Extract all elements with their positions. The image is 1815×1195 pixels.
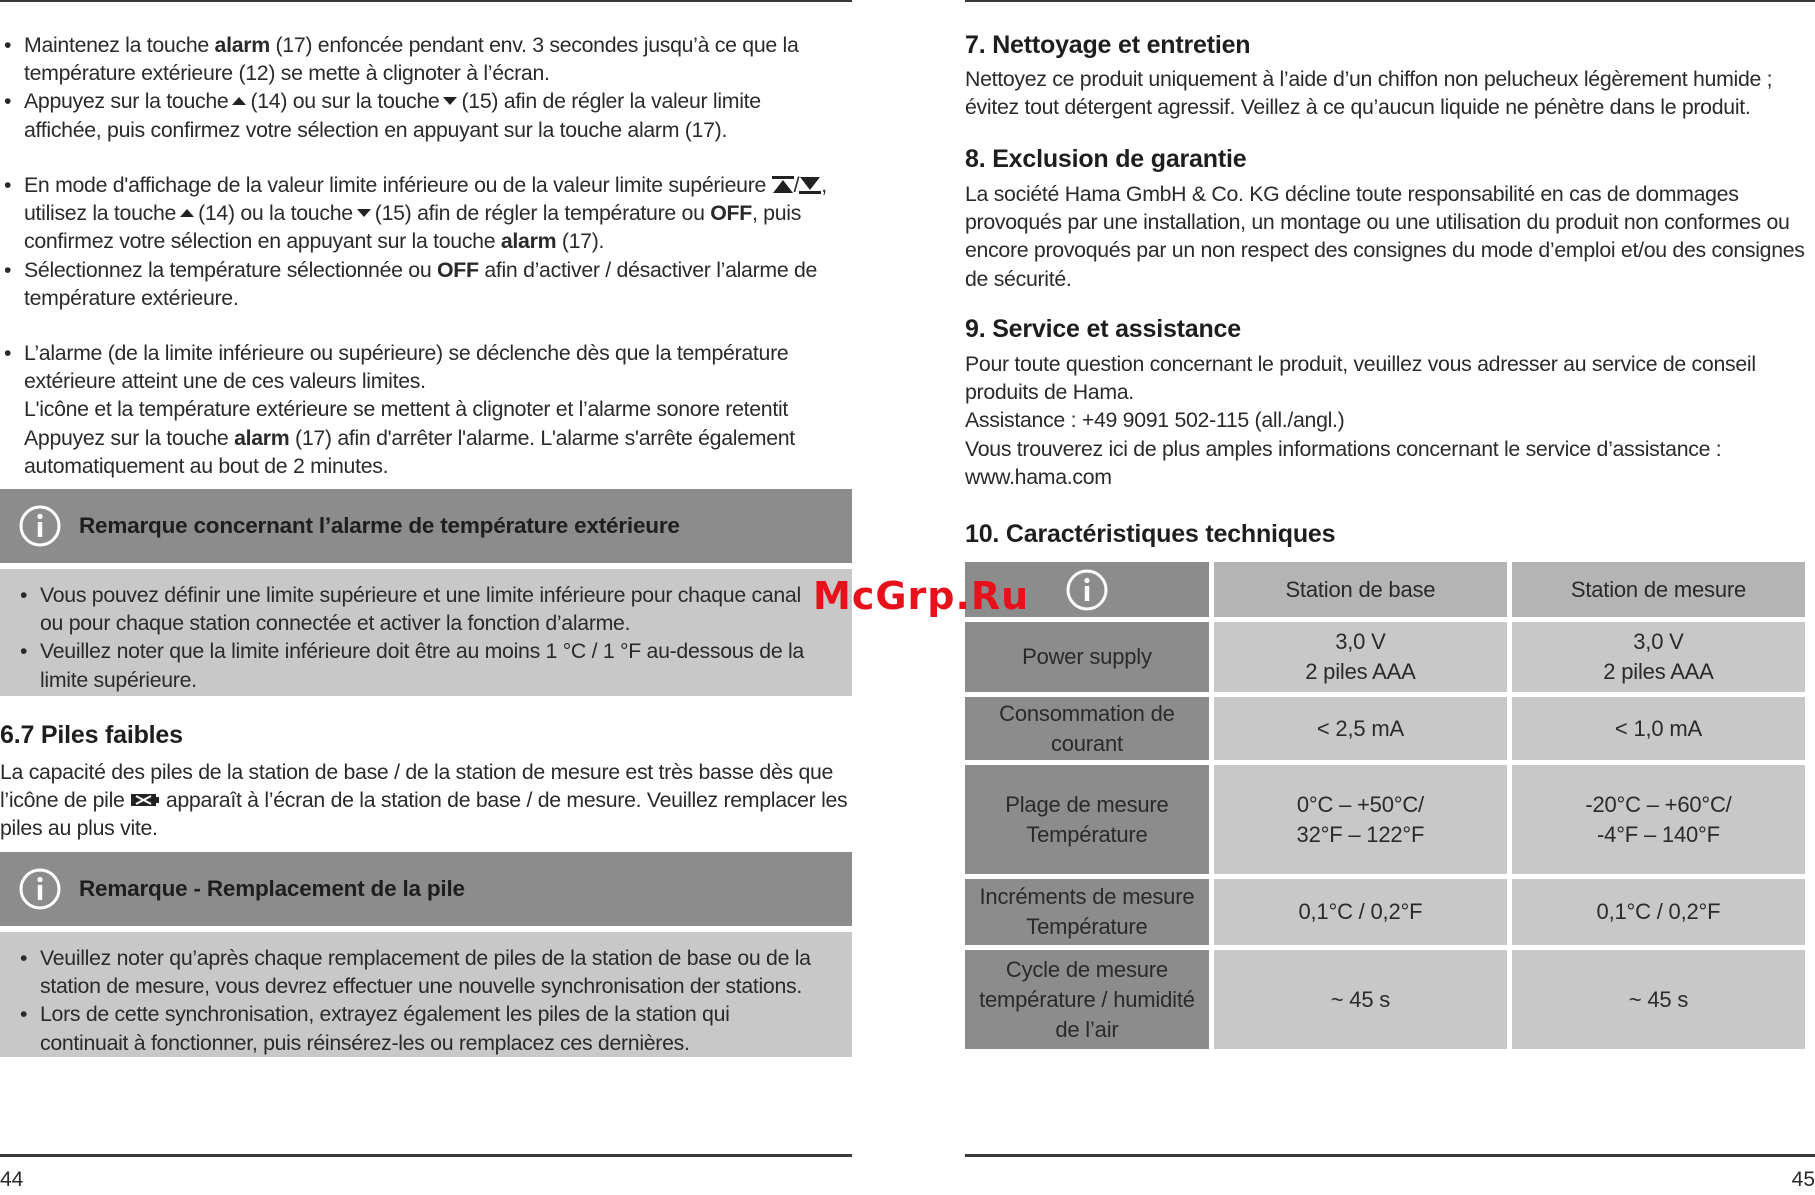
info-icon xyxy=(18,867,62,911)
arrow-up-icon xyxy=(232,97,246,105)
watermark-text: McGrp.Ru xyxy=(813,574,1030,618)
list-item: • Vous pouvez définir une limite supérieure et une limite inférieure pour chaque canal ou pour chaque station connectée et activer la fonction d’alarme. xyxy=(16,581,822,637)
row-label: Incréments de mesure Température xyxy=(965,879,1209,945)
table-cell: < 1,0 mA xyxy=(1512,697,1805,760)
list-item: • Maintenez la touche alarm (17) enfoncée pendant env. 3 secondes jusqu’à ce que la température extérieure (12) se mette à clignoter à l’écran. xyxy=(0,31,840,87)
section-heading: 9. Service et assistance xyxy=(965,315,1241,343)
alarm-trigger-list xyxy=(0,339,840,480)
table-cell: 3,0 V 2 piles AAA xyxy=(1512,622,1805,692)
right-page xyxy=(965,0,1815,1195)
row-label: Plage de mesure Température xyxy=(965,765,1209,874)
section-text: Nettoyez ce produit uniquement à l’aide d’un chiffon non pelucheux légèrement humide ; évitez tout détergent agressif. Veillez à ce qu’aucun liquide ne pénètre dans le produit. xyxy=(965,67,1773,120)
bottom-rule xyxy=(965,1154,1815,1157)
note-body-battery xyxy=(0,932,852,1057)
note-list xyxy=(16,944,822,1057)
page-number: 44 xyxy=(0,1168,24,1191)
table-cell: < 2,5 mA xyxy=(1214,697,1507,760)
section-text: Pour toute question concernant le produit, veuillez vous adresser au service de conseil produits de Hama. Assistance : +49 9091 502-115 (all./angl.) Vous trouverez ici de plus amples informations concernant le service d’assistance : www.hama.com xyxy=(965,350,1765,491)
column-header: Station de mesure xyxy=(1512,562,1805,617)
table-cell: ~ 45 s xyxy=(1214,950,1507,1049)
table-cell: 0,1°C / 0,2°F xyxy=(1512,879,1805,945)
list-item: • L’alarme (de la limite inférieure ou supérieure) se déclenche dès que la température extérieure atteint une de ces valeurs limites. L'icône et la température extérieure se mettent à clignoter et l’alarme sonore retentit Appuyez sur la touche alarm (17) afin d'arrêter l'alarme. L'alarme s'arrête également automatiquement au bout de 2 minutes. xyxy=(0,339,840,480)
list-item: • Appuyez sur la touche (14) ou sur la touche (15) afin de régler la valeur limite affichée, puis confirmez votre sélection en appuyant sur la touche alarm (17). xyxy=(0,87,840,143)
arrow-down-icon xyxy=(357,209,371,217)
page-number: 45 xyxy=(1791,1168,1815,1191)
list-item: • En mode d'affichage de la valeur limite inférieure ou de la valeur limite supérieure / , utilisez la touche (14) ou la touche (15) afin de régler la température ou OFF, puis confirmez votre sélection en appuyant sur la touche alarm (17). xyxy=(0,171,840,256)
table-cell: 0,1°C / 0,2°F xyxy=(1214,879,1507,945)
alarm-steps-list-2 xyxy=(0,171,840,312)
table-cell: 0°C – +50°C/ 32°F – 122°F xyxy=(1214,765,1507,874)
arrow-down-icon xyxy=(443,97,457,105)
low-battery-icon xyxy=(130,792,160,808)
limit-lower-icon xyxy=(799,176,821,194)
top-rule xyxy=(0,0,852,2)
info-icon xyxy=(1065,568,1109,612)
table-cell: -20°C – +60°C/ -4°F – 140°F xyxy=(1512,765,1805,874)
row-label: Consommation de courant xyxy=(965,697,1209,760)
table-cell: 3,0 V 2 piles AAA xyxy=(1214,622,1507,692)
column-header: Station de base xyxy=(1214,562,1507,617)
list-item: • Veuillez noter qu’après chaque remplacement de piles de la station de base ou de la station de mesure, vous devrez effectuer une nouvelle synchronisation der stations. xyxy=(16,944,822,1000)
website-link[interactable]: www.hama.com xyxy=(965,464,1112,489)
note-body-alarm xyxy=(0,569,852,696)
table-row xyxy=(965,879,1805,945)
section-heading: 6.7 Piles faibles xyxy=(0,721,183,749)
list-item: • Veuillez noter que la limite inférieure doit être au moins 1 °C / 1 °F au-dessous de la limite supérieure. xyxy=(16,637,822,693)
table-row xyxy=(965,765,1805,874)
section-heading: 8. Exclusion de garantie xyxy=(965,145,1247,173)
note-title: Remarque - Remplacement de la pile xyxy=(79,876,465,901)
table-header-row xyxy=(965,562,1805,617)
info-icon xyxy=(18,504,62,548)
section-text: La société Hama GmbH & Co. KG décline toute responsabilité en cas de dommages provoqués par une installation, un montage ou une utilisation du produit non conformes ou encore provoqués par un non respect des consignes du mode d’emploi et/ou des consignes de sécurité. xyxy=(965,182,1805,291)
arrow-up-icon xyxy=(180,209,194,217)
row-label: Cycle de mesure température / humidité de l’air xyxy=(965,950,1209,1049)
bottom-rule xyxy=(0,1154,852,1157)
note-list xyxy=(16,581,822,694)
specs-table xyxy=(960,557,1810,1054)
note-header-battery xyxy=(0,852,852,926)
list-item: • Lors de cette synchronisation, extrayez également les piles de la station qui continuait à fonctionner, puis réinsérez-les ou remplacez ces dernières. xyxy=(16,1000,822,1056)
list-item: • Sélectionnez la température sélectionnée ou OFF afin d’activer / désactiver l’alarme de température extérieure. xyxy=(0,256,840,312)
note-header-alarm xyxy=(0,489,852,563)
row-label: Power supply xyxy=(965,622,1209,692)
section-text: La capacité des piles de la station de base / de la station de mesure est très basse dès que l’icône de pile apparaît à l’écran de la station de base / de mesure. Veuillez remplacer les piles au plus vite. xyxy=(0,760,848,841)
limit-upper-icon xyxy=(772,176,794,194)
section-heading: 10. Caractéristiques techniques xyxy=(965,520,1336,548)
table-row xyxy=(965,697,1805,760)
table-row xyxy=(965,622,1805,692)
left-page xyxy=(0,0,852,1195)
alarm-steps-list-1 xyxy=(0,31,840,144)
note-title: Remarque concernant l’alarme de température extérieure xyxy=(79,513,680,538)
table-cell: ~ 45 s xyxy=(1512,950,1805,1049)
table-row xyxy=(965,950,1805,1049)
section-heading: 7. Nettoyage et entretien xyxy=(965,31,1251,59)
top-rule xyxy=(965,0,1815,2)
